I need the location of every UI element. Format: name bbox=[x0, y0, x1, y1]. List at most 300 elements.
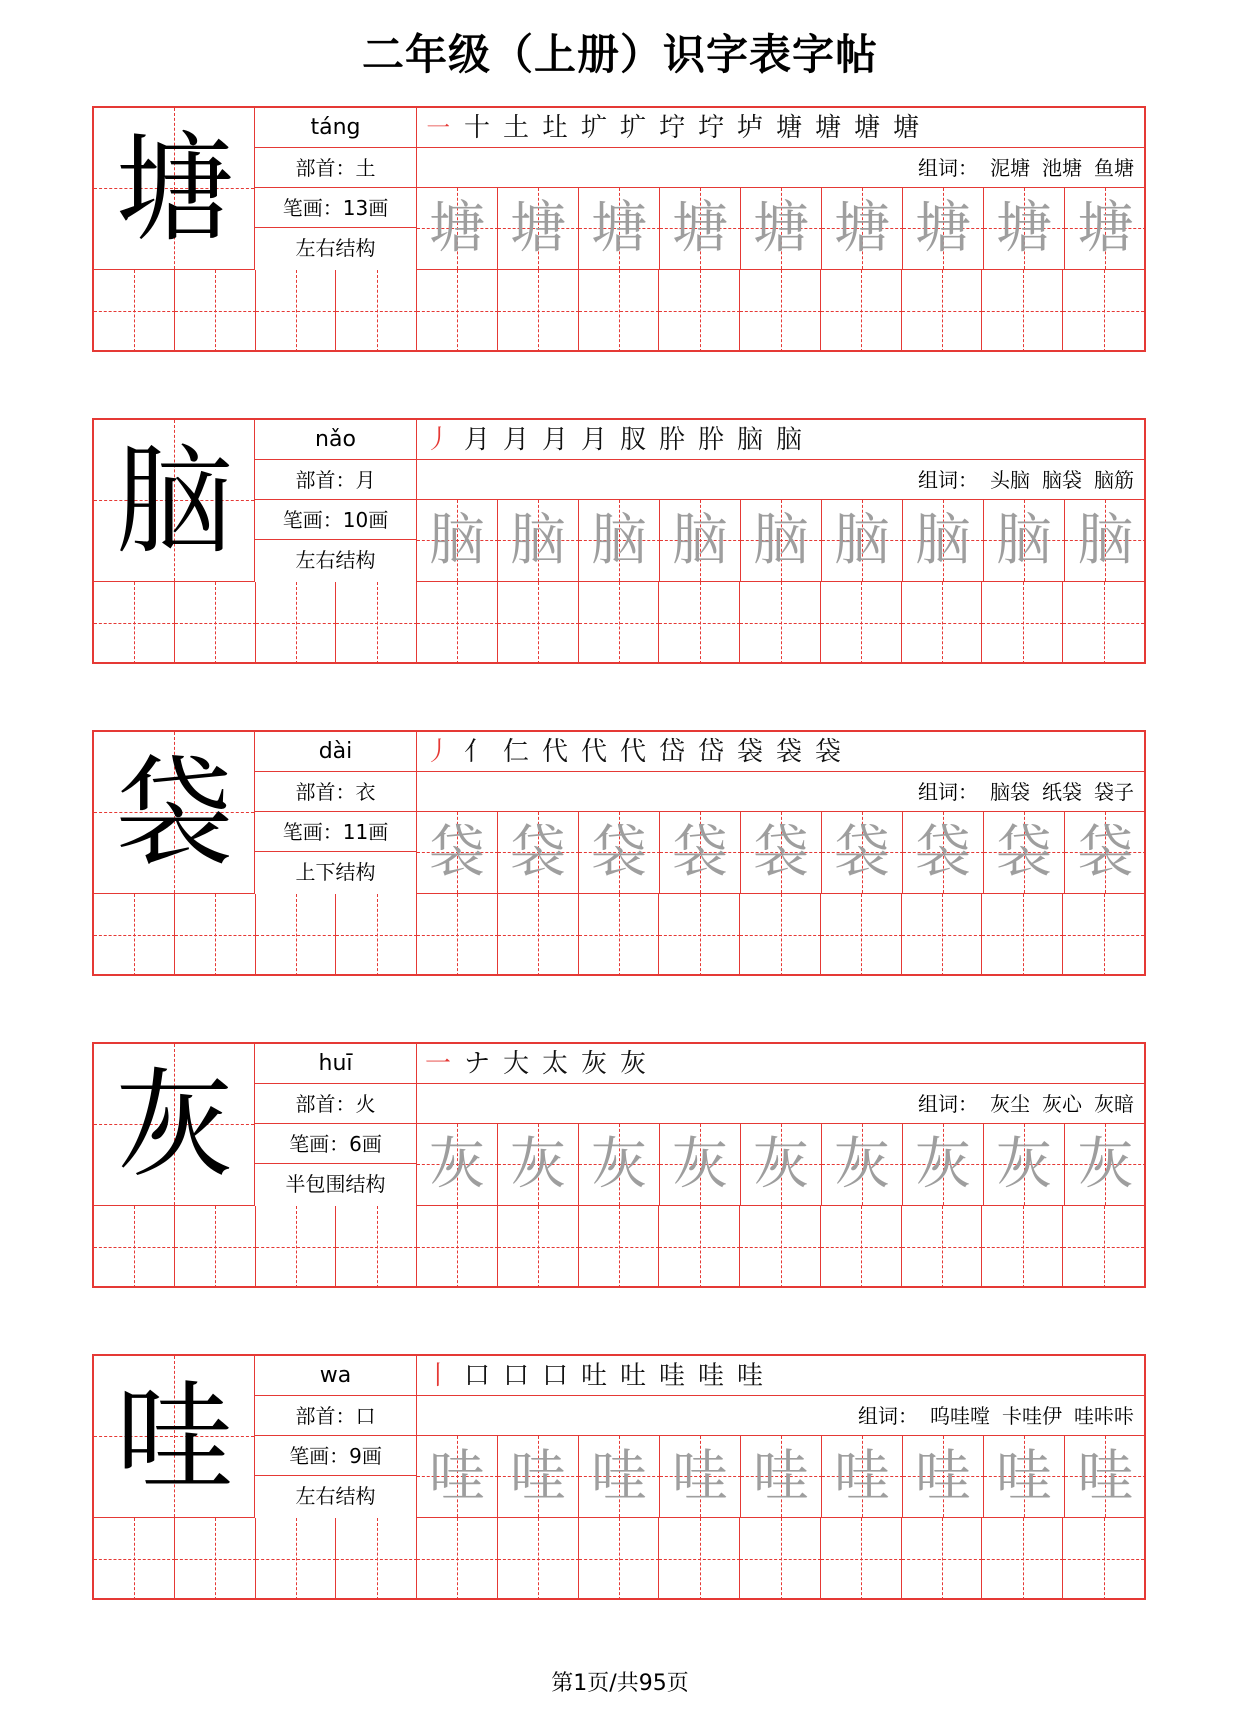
practice-cell[interactable] bbox=[579, 270, 660, 352]
guide-line bbox=[942, 894, 943, 976]
word-examples-row bbox=[417, 1396, 1144, 1436]
trace-cell[interactable] bbox=[903, 812, 984, 893]
guide-line bbox=[215, 1206, 216, 1288]
stroke-step: 袋 bbox=[815, 737, 842, 767]
stroke-step: 哇 bbox=[737, 1361, 764, 1391]
words-label: 组词： bbox=[918, 780, 978, 804]
practice-cell[interactable] bbox=[1063, 270, 1144, 352]
stroke-step: 大 bbox=[503, 1049, 530, 1079]
stroke-step: 灰 bbox=[581, 1049, 608, 1079]
stroke-step: 月 bbox=[464, 425, 491, 455]
stroke-step: 月 bbox=[503, 425, 530, 455]
trace-character: 袋 bbox=[429, 820, 485, 885]
trace-character: 袋 bbox=[834, 820, 890, 885]
main-character-cell bbox=[94, 420, 255, 582]
trace-cell[interactable] bbox=[660, 500, 741, 581]
radical-label: 部首：月 bbox=[255, 460, 416, 500]
trace-cell[interactable] bbox=[660, 1124, 741, 1205]
trace-character: 脑 bbox=[834, 508, 890, 573]
radical-label: 部首：口 bbox=[255, 1396, 416, 1436]
trace-cell[interactable] bbox=[984, 500, 1065, 581]
practice-cell[interactable] bbox=[417, 1518, 498, 1600]
practice-cell[interactable] bbox=[579, 582, 660, 664]
structure-label: 上下结构 bbox=[295, 860, 376, 884]
blank-practice-row bbox=[94, 1206, 1144, 1288]
practice-cell[interactable] bbox=[740, 270, 821, 352]
trace-cell[interactable] bbox=[1065, 812, 1146, 893]
character-card bbox=[92, 1042, 1146, 1288]
guide-line bbox=[861, 270, 862, 352]
practice-cell[interactable] bbox=[982, 1518, 1063, 1600]
trace-cell[interactable] bbox=[1065, 1124, 1146, 1205]
practice-cell[interactable] bbox=[336, 894, 417, 976]
stroke-step: 口 bbox=[542, 1361, 569, 1391]
stroke-step: 丿 bbox=[425, 737, 452, 767]
trace-cell[interactable] bbox=[417, 188, 498, 269]
trace-cell[interactable] bbox=[498, 812, 579, 893]
trace-character: 哇 bbox=[915, 1444, 971, 1509]
trace-character: 脑 bbox=[591, 508, 647, 573]
structure-label: 左右结构 bbox=[295, 1484, 376, 1508]
trace-cell[interactable] bbox=[984, 1124, 1065, 1205]
word-examples-row bbox=[417, 1084, 1144, 1124]
trace-character: 塘 bbox=[429, 196, 485, 261]
main-character-cell bbox=[94, 732, 255, 894]
words-label: 组词： bbox=[918, 468, 978, 492]
trace-character: 袋 bbox=[672, 820, 728, 885]
guide-line bbox=[781, 894, 782, 976]
trace-character: 塘 bbox=[672, 196, 728, 261]
trace-character: 灰 bbox=[915, 1132, 971, 1197]
practice-cell[interactable] bbox=[740, 1206, 821, 1288]
guide-line bbox=[215, 894, 216, 976]
guide-line bbox=[861, 1518, 862, 1600]
trace-cell[interactable] bbox=[579, 812, 660, 893]
practice-cell[interactable] bbox=[579, 1206, 660, 1288]
guide-line bbox=[538, 1518, 539, 1600]
practice-cell[interactable] bbox=[498, 894, 579, 976]
practice-cell[interactable] bbox=[1063, 582, 1144, 664]
practice-cell[interactable] bbox=[498, 270, 579, 352]
trace-character: 灰 bbox=[591, 1132, 647, 1197]
stroke-step: 哇 bbox=[698, 1361, 725, 1391]
trace-character: 袋 bbox=[1077, 820, 1134, 885]
guide-line bbox=[538, 894, 539, 976]
practice-cell[interactable] bbox=[94, 894, 175, 976]
structure-label: 半包围结构 bbox=[285, 1172, 386, 1196]
word-example: 呜哇嘡 bbox=[930, 1404, 990, 1428]
trace-cell[interactable] bbox=[822, 500, 903, 581]
trace-row bbox=[417, 812, 1144, 894]
trace-cell[interactable] bbox=[822, 1124, 903, 1205]
practice-cell[interactable] bbox=[982, 1206, 1063, 1288]
trace-cell[interactable] bbox=[741, 812, 822, 893]
practice-cell[interactable] bbox=[256, 1518, 337, 1600]
trace-character: 脑 bbox=[510, 508, 566, 573]
stroke-count-label: 笔画：13画 bbox=[255, 188, 416, 228]
guide-line bbox=[781, 582, 782, 664]
stroke-step: 亻 bbox=[464, 737, 491, 767]
trace-character: 塘 bbox=[1077, 196, 1134, 261]
trace-row bbox=[417, 188, 1144, 270]
practice-cell[interactable] bbox=[659, 1518, 740, 1600]
practice-cell[interactable] bbox=[256, 582, 337, 664]
practice-cell[interactable] bbox=[982, 582, 1063, 664]
word-example: 池塘 bbox=[1042, 156, 1082, 180]
character-card bbox=[92, 1354, 1146, 1600]
trace-cell[interactable] bbox=[984, 1436, 1065, 1517]
trace-character: 灰 bbox=[996, 1132, 1052, 1197]
word-example: 灰暗 bbox=[1094, 1092, 1134, 1116]
guide-line bbox=[457, 270, 458, 352]
character-info bbox=[255, 108, 417, 270]
trace-row bbox=[417, 1124, 1144, 1206]
trace-character: 哇 bbox=[1077, 1444, 1134, 1509]
trace-cell[interactable] bbox=[498, 188, 579, 269]
stroke-step: 太 bbox=[542, 1049, 569, 1079]
guide-line bbox=[619, 1206, 620, 1288]
blank-practice-row bbox=[94, 894, 1144, 976]
guide-line bbox=[1023, 270, 1024, 352]
practice-cell[interactable] bbox=[175, 1518, 256, 1600]
stroke-step: 圹 bbox=[581, 113, 608, 143]
guide-line bbox=[457, 582, 458, 664]
practice-cell[interactable] bbox=[579, 894, 660, 976]
guide-line bbox=[134, 1518, 135, 1600]
trace-cell[interactable] bbox=[579, 500, 660, 581]
stroke-step: 圵 bbox=[542, 113, 569, 143]
practice-cell[interactable] bbox=[256, 894, 337, 976]
character-card bbox=[92, 730, 1146, 976]
guide-line bbox=[861, 1206, 862, 1288]
trace-cell[interactable] bbox=[741, 500, 822, 581]
trace-cell[interactable] bbox=[579, 188, 660, 269]
trace-cell[interactable] bbox=[822, 188, 903, 269]
trace-cell[interactable] bbox=[498, 500, 579, 581]
guide-line bbox=[700, 270, 701, 352]
practice-cell[interactable] bbox=[417, 582, 498, 664]
practice-cell[interactable] bbox=[175, 1206, 256, 1288]
trace-character: 哇 bbox=[591, 1444, 647, 1509]
trace-cell[interactable] bbox=[1065, 1436, 1146, 1517]
trace-cell[interactable] bbox=[417, 1436, 498, 1517]
guide-line bbox=[134, 270, 135, 352]
practice-cell[interactable] bbox=[659, 582, 740, 664]
trace-character: 脑 bbox=[429, 508, 485, 573]
guide-line bbox=[538, 582, 539, 664]
stroke-step: 土 bbox=[503, 113, 530, 143]
trace-character: 袋 bbox=[996, 820, 1052, 885]
practice-cell[interactable] bbox=[94, 582, 175, 664]
guide-line bbox=[457, 1206, 458, 1288]
practice-cell[interactable] bbox=[498, 582, 579, 664]
guide-line bbox=[1023, 894, 1024, 976]
stroke-step: 脑 bbox=[776, 425, 803, 455]
guide-line bbox=[700, 1206, 701, 1288]
trace-cell[interactable] bbox=[822, 1436, 903, 1517]
practice-cell[interactable] bbox=[821, 1206, 902, 1288]
stroke-count-label: 笔画：11画 bbox=[255, 812, 416, 852]
practice-cell[interactable] bbox=[175, 270, 256, 352]
practice-cell[interactable] bbox=[498, 1518, 579, 1600]
trace-cell[interactable] bbox=[417, 500, 498, 581]
trace-cell[interactable] bbox=[660, 188, 741, 269]
guide-line bbox=[377, 1518, 378, 1600]
practice-cell[interactable] bbox=[821, 1518, 902, 1600]
trace-cell[interactable] bbox=[1065, 500, 1146, 581]
guide-line bbox=[296, 1518, 297, 1600]
practice-cell[interactable] bbox=[902, 270, 983, 352]
trace-character: 哇 bbox=[834, 1444, 890, 1509]
guide-line bbox=[942, 270, 943, 352]
trace-character: 脑 bbox=[753, 508, 809, 573]
word-examples-row bbox=[417, 460, 1144, 500]
trace-cell[interactable] bbox=[903, 500, 984, 581]
character-card bbox=[92, 106, 1146, 352]
guide-line bbox=[538, 1206, 539, 1288]
stroke-step: 仁 bbox=[503, 737, 530, 767]
stroke-step: 丿 bbox=[425, 425, 452, 455]
word-example: 纸袋 bbox=[1042, 780, 1082, 804]
practice-cell[interactable] bbox=[336, 270, 417, 352]
guide-line bbox=[1104, 1206, 1105, 1288]
trace-cell[interactable] bbox=[984, 812, 1065, 893]
guide-line bbox=[1023, 1518, 1024, 1600]
practice-cell[interactable] bbox=[982, 270, 1063, 352]
practice-cell[interactable] bbox=[94, 270, 175, 352]
trace-character: 袋 bbox=[753, 820, 809, 885]
practice-cell[interactable] bbox=[175, 582, 256, 664]
trace-cell[interactable] bbox=[417, 1124, 498, 1205]
practice-cell[interactable] bbox=[982, 894, 1063, 976]
practice-cell[interactable] bbox=[256, 1206, 337, 1288]
practice-cell[interactable] bbox=[94, 1206, 175, 1288]
stroke-step: 塘 bbox=[776, 113, 803, 143]
trace-cell[interactable] bbox=[984, 188, 1065, 269]
practice-cell[interactable] bbox=[498, 1206, 579, 1288]
guide-line bbox=[1023, 1206, 1024, 1288]
guide-line bbox=[861, 582, 862, 664]
guide-line bbox=[215, 582, 216, 664]
stroke-step: 袋 bbox=[737, 737, 764, 767]
words-label: 组词： bbox=[918, 1092, 978, 1116]
stroke-step: 垆 bbox=[737, 113, 764, 143]
trace-cell[interactable] bbox=[903, 188, 984, 269]
trace-row bbox=[417, 1436, 1144, 1518]
trace-character: 灰 bbox=[672, 1132, 728, 1197]
guide-line bbox=[215, 1518, 216, 1600]
guide-line bbox=[538, 270, 539, 352]
practice-cell[interactable] bbox=[821, 582, 902, 664]
word-examples-row bbox=[417, 772, 1144, 812]
trace-cell[interactable] bbox=[660, 812, 741, 893]
guide-line bbox=[1104, 1518, 1105, 1600]
trace-cell[interactable] bbox=[417, 812, 498, 893]
trace-cell[interactable] bbox=[579, 1436, 660, 1517]
practice-cell[interactable] bbox=[417, 894, 498, 976]
character-info bbox=[255, 732, 417, 894]
practice-cell[interactable] bbox=[821, 894, 902, 976]
guide-line bbox=[700, 582, 701, 664]
stroke-step: 塘 bbox=[854, 113, 881, 143]
trace-character: 脑 bbox=[1077, 508, 1134, 573]
stroke-step: 哇 bbox=[659, 1361, 686, 1391]
trace-character: 哇 bbox=[672, 1444, 728, 1509]
guide-line bbox=[296, 270, 297, 352]
trace-character: 塘 bbox=[834, 196, 890, 261]
practice-cell[interactable] bbox=[94, 1518, 175, 1600]
guide-line bbox=[781, 1518, 782, 1600]
trace-character: 脑 bbox=[672, 508, 728, 573]
stroke-step: 灰 bbox=[620, 1049, 647, 1079]
guide-line bbox=[861, 894, 862, 976]
word-example: 鱼塘 bbox=[1094, 156, 1134, 180]
word-example: 灰尘 bbox=[990, 1092, 1030, 1116]
trace-character: 灰 bbox=[834, 1132, 890, 1197]
main-character-cell bbox=[94, 1044, 255, 1206]
main-character-cell bbox=[94, 108, 255, 270]
trace-character: 脑 bbox=[996, 508, 1052, 573]
main-character-cell bbox=[94, 1356, 255, 1518]
radical-label: 部首：衣 bbox=[255, 772, 416, 812]
guide-line bbox=[942, 582, 943, 664]
trace-character: 袋 bbox=[591, 820, 647, 885]
stroke-step: 代 bbox=[542, 737, 569, 767]
word-example: 脑袋 bbox=[990, 780, 1030, 804]
trace-character: 袋 bbox=[915, 820, 971, 885]
stroke-step: 坾 bbox=[659, 113, 686, 143]
trace-character: 哇 bbox=[429, 1444, 485, 1509]
trace-character: 脑 bbox=[915, 508, 971, 573]
trace-cell[interactable] bbox=[498, 1124, 579, 1205]
trace-cell[interactable] bbox=[579, 1124, 660, 1205]
page-footer: 第1页/共95页 bbox=[551, 1671, 689, 1696]
practice-cell[interactable] bbox=[659, 894, 740, 976]
stroke-step: 袋 bbox=[776, 737, 803, 767]
stroke-count-label: 笔画：6画 bbox=[255, 1124, 416, 1164]
main-character: 脑 bbox=[115, 432, 234, 570]
trace-character: 灰 bbox=[429, 1132, 485, 1197]
trace-cell[interactable] bbox=[660, 1436, 741, 1517]
stroke-order-row bbox=[417, 108, 1144, 148]
trace-cell[interactable] bbox=[741, 1124, 822, 1205]
main-character: 塘 bbox=[115, 120, 234, 258]
trace-row bbox=[417, 500, 1144, 582]
pinyin-label: táng bbox=[255, 108, 416, 148]
practice-cell[interactable] bbox=[902, 1518, 983, 1600]
trace-character: 哇 bbox=[753, 1444, 809, 1509]
practice-cell[interactable] bbox=[740, 582, 821, 664]
practice-cell[interactable] bbox=[336, 1518, 417, 1600]
stroke-step: 代 bbox=[581, 737, 608, 767]
guide-line bbox=[377, 1206, 378, 1288]
practice-cell[interactable] bbox=[1063, 1206, 1144, 1288]
trace-cell[interactable] bbox=[903, 1436, 984, 1517]
guide-line bbox=[619, 582, 620, 664]
practice-cell[interactable] bbox=[1063, 1518, 1144, 1600]
trace-character: 塘 bbox=[591, 196, 647, 261]
trace-character: 塘 bbox=[753, 196, 809, 261]
word-example: 脑袋 bbox=[1042, 468, 1082, 492]
guide-line bbox=[619, 270, 620, 352]
trace-cell[interactable] bbox=[498, 1436, 579, 1517]
practice-cell[interactable] bbox=[821, 270, 902, 352]
practice-cell[interactable] bbox=[659, 1206, 740, 1288]
word-examples-row bbox=[417, 148, 1144, 188]
practice-cell[interactable] bbox=[740, 894, 821, 976]
stroke-step: 月 bbox=[581, 425, 608, 455]
guide-line bbox=[942, 1206, 943, 1288]
practice-cell[interactable] bbox=[336, 582, 417, 664]
practice-cell[interactable] bbox=[902, 582, 983, 664]
stroke-step: 坾 bbox=[698, 113, 725, 143]
word-example: 哇咔咔 bbox=[1074, 1404, 1134, 1428]
practice-cell[interactable] bbox=[740, 1518, 821, 1600]
character-card bbox=[92, 418, 1146, 664]
guide-line bbox=[781, 270, 782, 352]
stroke-step: 脑 bbox=[737, 425, 764, 455]
trace-cell[interactable] bbox=[741, 188, 822, 269]
practice-cell[interactable] bbox=[1063, 894, 1144, 976]
stroke-step: 圹 bbox=[620, 113, 647, 143]
guide-line bbox=[377, 582, 378, 664]
practice-cell[interactable] bbox=[902, 894, 983, 976]
practice-cell[interactable] bbox=[336, 1206, 417, 1288]
guide-line bbox=[134, 582, 135, 664]
trace-cell[interactable] bbox=[822, 812, 903, 893]
trace-cell[interactable] bbox=[903, 1124, 984, 1205]
practice-cell[interactable] bbox=[417, 270, 498, 352]
stroke-order-row bbox=[417, 1044, 1144, 1084]
trace-character: 塘 bbox=[996, 196, 1052, 261]
guide-line bbox=[781, 1206, 782, 1288]
stroke-step: 月 bbox=[542, 425, 569, 455]
practice-cell[interactable] bbox=[175, 894, 256, 976]
stroke-step: 十 bbox=[464, 113, 491, 143]
stroke-step: 塘 bbox=[815, 113, 842, 143]
trace-cell[interactable] bbox=[741, 1436, 822, 1517]
trace-cell[interactable] bbox=[1065, 188, 1146, 269]
stroke-step: 一 bbox=[425, 1049, 452, 1079]
pinyin-label: huī bbox=[255, 1044, 416, 1084]
stroke-step: 口 bbox=[464, 1361, 491, 1391]
stroke-order-row bbox=[417, 420, 1144, 460]
practice-cell[interactable] bbox=[579, 1518, 660, 1600]
practice-cell[interactable] bbox=[256, 270, 337, 352]
character-info bbox=[255, 420, 417, 582]
stroke-step: 吐 bbox=[581, 1361, 608, 1391]
word-example: 脑筋 bbox=[1094, 468, 1134, 492]
practice-cell[interactable] bbox=[902, 1206, 983, 1288]
trace-character: 塘 bbox=[510, 196, 566, 261]
guide-line bbox=[619, 1518, 620, 1600]
word-example: 头脑 bbox=[990, 468, 1030, 492]
pinyin-label: nǎo bbox=[255, 420, 416, 460]
stroke-step: 肸 bbox=[698, 425, 725, 455]
stroke-step: 肸 bbox=[659, 425, 686, 455]
word-example: 灰心 bbox=[1042, 1092, 1082, 1116]
stroke-step: 吐 bbox=[620, 1361, 647, 1391]
practice-cell[interactable] bbox=[417, 1206, 498, 1288]
trace-character: 袋 bbox=[510, 820, 566, 885]
blank-practice-row bbox=[94, 270, 1144, 352]
guide-line bbox=[619, 894, 620, 976]
structure-label: 左右结构 bbox=[295, 548, 376, 572]
practice-cell[interactable] bbox=[659, 270, 740, 352]
words-label: 组词： bbox=[918, 156, 978, 180]
guide-line bbox=[1104, 582, 1105, 664]
trace-character: 灰 bbox=[1077, 1132, 1134, 1197]
